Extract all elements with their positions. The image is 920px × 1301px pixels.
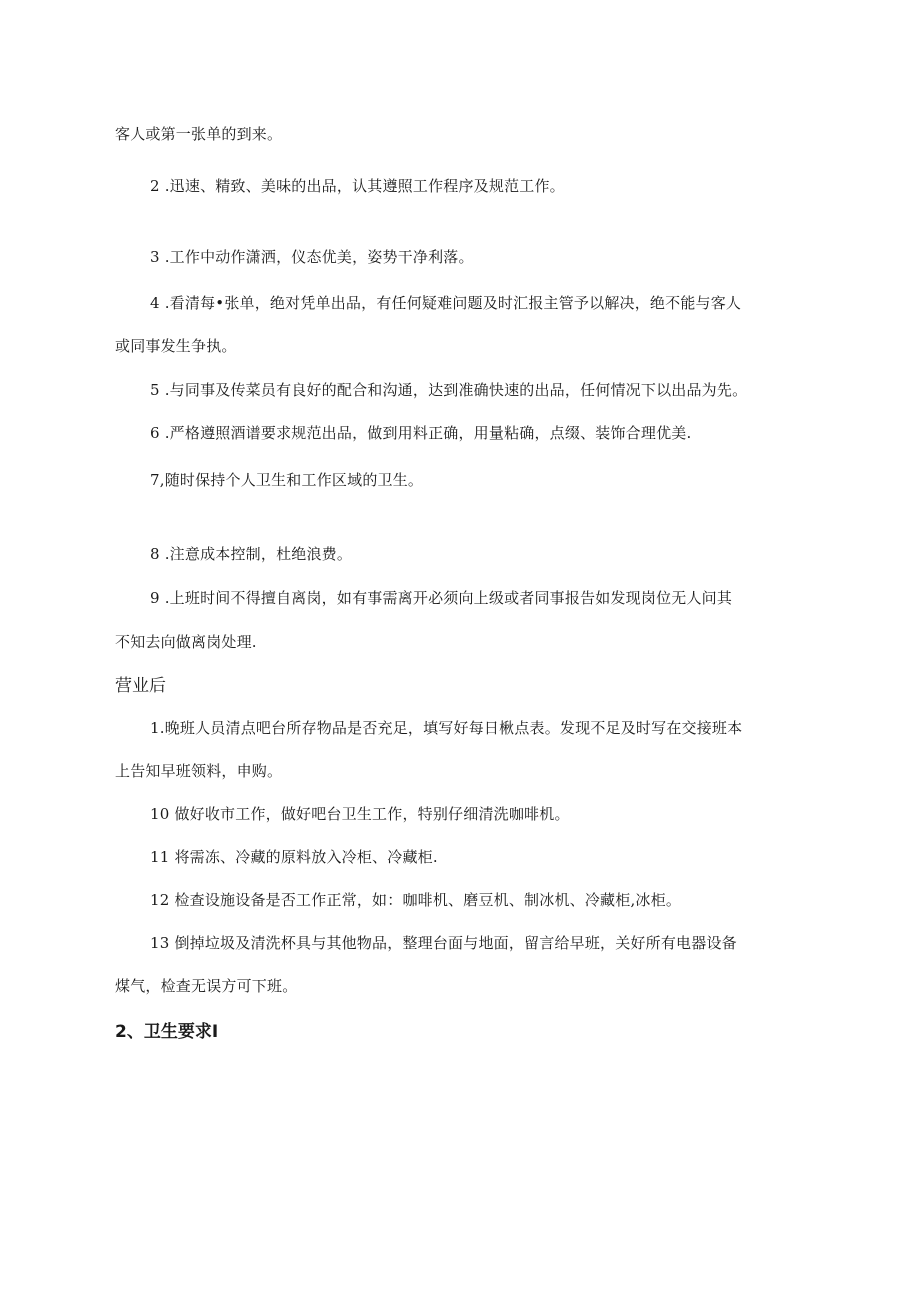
list-item: 7,随时保持个人卫生和工作区域的卫生。 [150,471,424,489]
list-item: 9 .上班时间不得擅自离岗，如有事需离开必须向上级或者同事报告如发现岗位无人问其 [150,589,733,607]
list-item: 1.晚班人员清点吧台所存物品是否充足，填写好每日楸点表。发现不足及时写在交接班本 [150,719,743,737]
list-item: 10 做好收市工作，做好吧台卫生工作，特别仔细清洗咖啡机。 [150,805,570,823]
list-item: 2 .迅速、精致、美味的出品，认其遵照工作程序及规范工作。 [150,177,565,195]
paragraph-line: 客人或第一张单的到来。 [115,125,283,143]
list-item: 3 .工作中动作潇洒，仪态优美，姿势干净利落。 [150,248,474,266]
list-item: 11 将需冻、冷藏的原料放入冷柜、冷藏柜. [150,848,438,866]
list-item: 6 .严格遵照酒谱要求规范出品，做到用料正确，用量粘确，点缀、装饰合理优美. [150,424,692,442]
section-heading-hygiene: 2、卫生要求I [115,1022,219,1042]
paragraph-line: 煤气，检查无误方可下班。 [115,977,298,995]
list-item: 4 .看清每•张单，绝对凭单出品，有任何疑难问题及时汇报主管予以解决，绝不能与客人 [150,294,742,312]
list-item: 8 .注意成本控制，杜绝浪费。 [150,545,353,563]
paragraph-line: 不知去向做离岗处理. [115,633,257,651]
paragraph-line: 或同事发生争执。 [115,337,237,355]
paragraph-line: 上告知早班领料，申购。 [115,762,283,780]
list-item: 12 检查设施设备是否工作正常，如：咖啡机、磨豆机、制冰机、冷藏柜,冰柜。 [150,891,682,909]
list-item: 13 倒掉垃圾及清洗杯具与其他物品，整理台面与地面，留言给早班，关好所有电器设备 [150,934,737,952]
list-item: 5 .与同事及传菜员有良好的配合和沟通，达到准确快速的出品，任何情况下以出品为先。 [150,381,748,399]
section-heading-after-business: 营业后 [115,676,166,696]
